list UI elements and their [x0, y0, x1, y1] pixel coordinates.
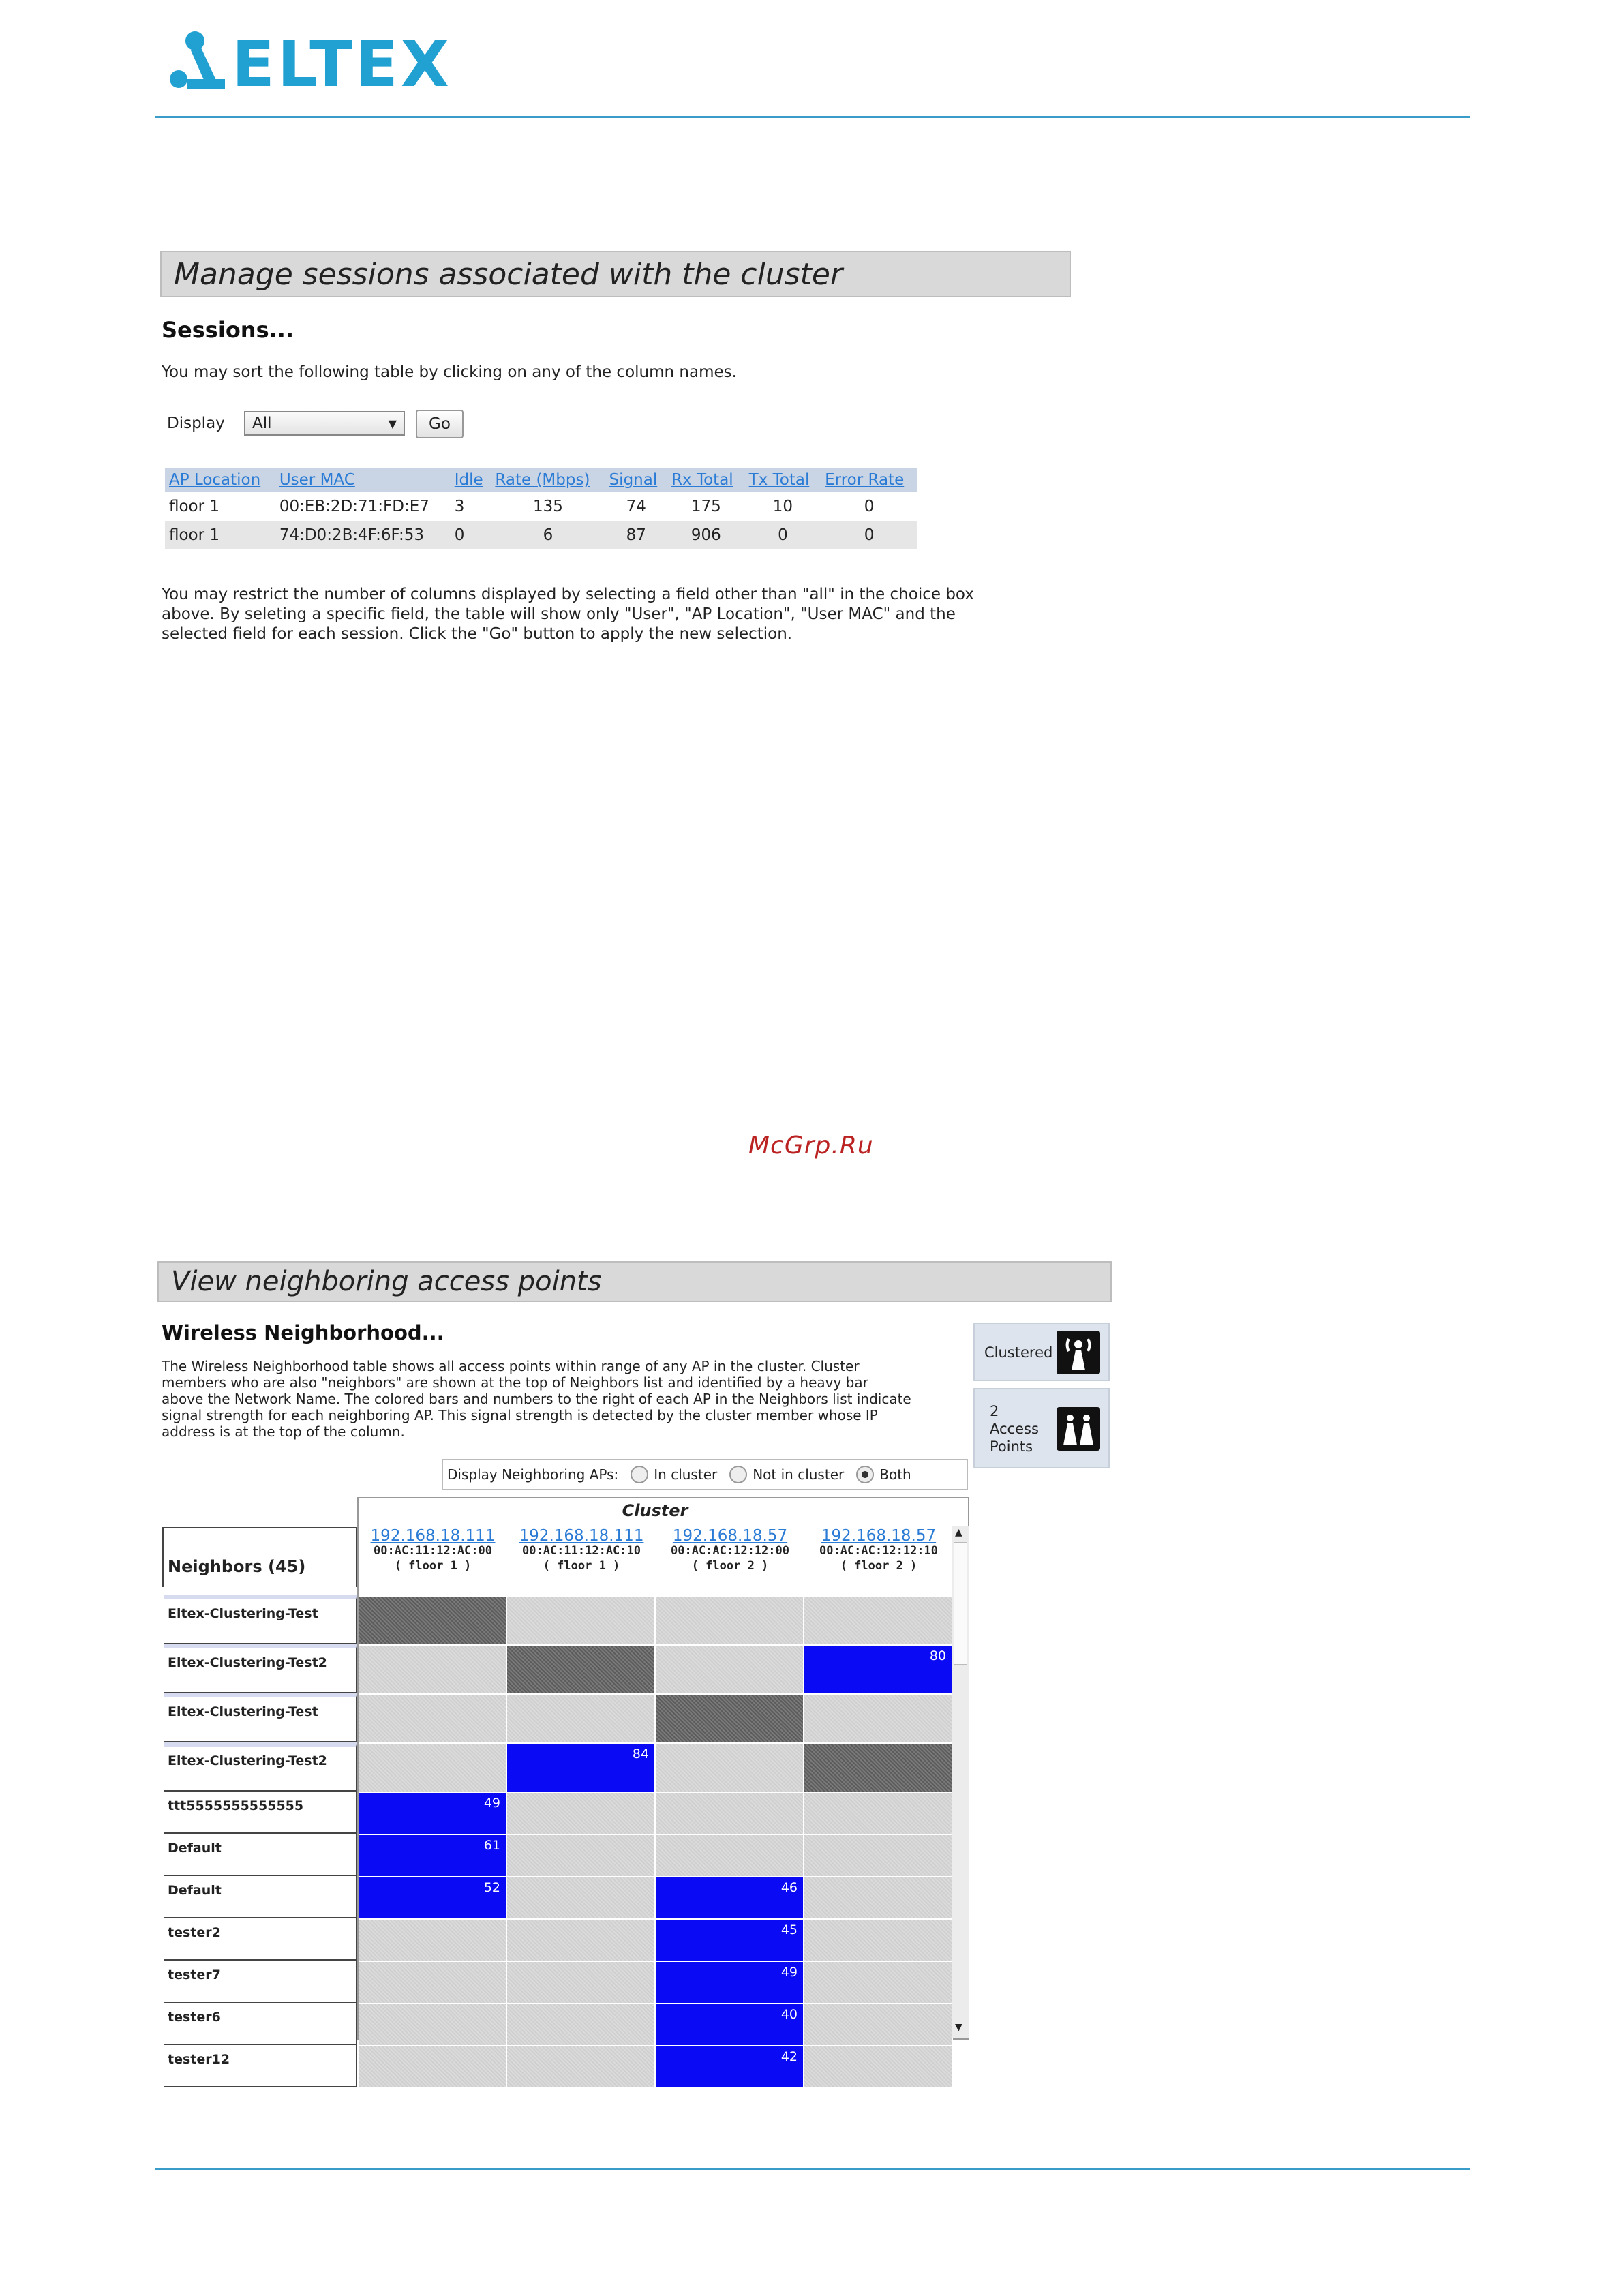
column-header[interactable]: User MAC [275, 468, 451, 492]
neighborhood-description [162, 1358, 911, 1440]
table-cell: 6 [491, 521, 605, 549]
cluster-column-header [656, 1528, 804, 1573]
neighbor-name: Default [164, 1834, 357, 1876]
table-cell: 0 [745, 521, 821, 549]
ap-mac: 00:AC:11:12:AC:00 [374, 1544, 492, 1558]
column-header[interactable]: Tx Total [745, 468, 821, 492]
ap-mac: 00:AC:AC:12:12:00 [671, 1544, 789, 1558]
empty-cell [507, 1835, 656, 1877]
table-cell: 906 [667, 521, 745, 549]
access-points-icon [1057, 1407, 1100, 1451]
footer-line: selected field for each session. Click the "Go" button to apply the new selection. [162, 625, 793, 643]
neighbor-name: Eltex-Clustering-Test [164, 1595, 357, 1644]
table-cell: 00:EB:2D:71:FD:E7 [279, 498, 429, 515]
table-row [165, 521, 917, 549]
empty-cell [656, 1597, 804, 1646]
signal-cell: 49 [359, 1793, 507, 1835]
display-select-value: All [252, 414, 272, 432]
ap-loc: ( floor 1 ) [543, 1559, 620, 1573]
footer-rule [155, 2168, 1470, 2170]
empty-cell [804, 2046, 953, 2089]
grid-scrollbar[interactable] [952, 1526, 969, 2038]
sort-hint: You may sort the following table by clicking on any of the column names. [162, 363, 737, 381]
neighborhood-heading: Wireless Neighborhood... [162, 1321, 444, 1344]
table-cell: 0 [821, 521, 917, 549]
empty-cell [804, 1793, 953, 1835]
cluster-column-header [804, 1528, 953, 1573]
empty-cell [359, 1695, 507, 1744]
not-in-cluster-radio[interactable] [729, 1466, 747, 1483]
empty-cell [804, 2004, 953, 2046]
table-cell: 175 [691, 498, 721, 515]
ap-filter [442, 1459, 968, 1490]
in-cluster-label: In cluster [654, 1466, 718, 1483]
neighbor-name: tester2 [164, 1918, 357, 1961]
self-cell [656, 1695, 804, 1744]
empty-cell [804, 1695, 953, 1744]
in-cluster-radio[interactable] [631, 1466, 648, 1483]
empty-cell [804, 1835, 953, 1877]
ap-loc: ( floor 2 ) [840, 1559, 917, 1573]
eltex-logo [170, 26, 464, 101]
table-cell: floor 1 [165, 521, 275, 549]
table-cell: floor 1 [169, 498, 220, 515]
empty-cell [507, 2046, 656, 2089]
neighbors-label: Neighbors (45) [162, 1527, 357, 1587]
footer-line: above. By seleting a specific field, the table will show only "User", "AP Location", "User MAC" and the [162, 605, 956, 623]
empty-cell [656, 1646, 804, 1695]
neighbor-name: tester6 [164, 2003, 357, 2045]
clustered-label: Clustered [984, 1344, 1053, 1361]
scroll-thumb[interactable] [954, 1542, 967, 1665]
description-line: members who are also "neighbors" are shown at the top of Neighbors list and identified by a heavy bar [162, 1374, 868, 1391]
signal-cell: 40 [656, 2004, 804, 2046]
empty-cell [359, 1744, 507, 1793]
empty-cell [507, 1877, 656, 1920]
sessions-heading: Sessions... [162, 317, 294, 343]
display-label: Display [167, 414, 225, 432]
neighbors-panel-title: View neighboring access points [157, 1261, 1112, 1302]
description-line: above the Network Name. The colored bars and numbers to the right of each AP in the Neighbors list indicate [162, 1391, 911, 1407]
sessions-panel-title: Manage sessions associated with the cluster [160, 251, 1071, 297]
empty-cell [507, 1793, 656, 1835]
self-cell [804, 1744, 953, 1793]
empty-cell [359, 2004, 507, 2046]
description-line: signal strength for each neighboring AP. This signal strength is detected by the cluster member whose IP [162, 1407, 878, 1423]
table-cell: 0 [451, 521, 491, 549]
signal-cell: 52 [359, 1877, 507, 1920]
table-row [165, 492, 917, 521]
ap-ip-link[interactable]: 192.168.18.111 [370, 1527, 496, 1545]
access-points-badge [973, 1388, 1110, 1468]
column-header[interactable]: Idle [451, 468, 491, 492]
sessions-table [165, 468, 917, 549]
table-cell: 87 [605, 521, 667, 549]
neighbor-name: Eltex-Clustering-Test [164, 1693, 357, 1742]
ap-mac: 00:AC:11:12:AC:10 [522, 1544, 641, 1558]
ap-count: 2 [990, 1403, 999, 1419]
chevron-down-icon: ▼ [388, 417, 397, 430]
ap-loc: ( floor 2 ) [691, 1559, 769, 1573]
ap-label: Points [990, 1438, 1033, 1455]
watermark: McGrp.Ru [748, 1132, 874, 1160]
not-in-cluster-label: Not in cluster [753, 1466, 845, 1483]
empty-cell [507, 1597, 656, 1646]
signal-cell: 49 [656, 1962, 804, 2004]
column-header[interactable]: Signal [605, 468, 667, 492]
empty-cell [507, 1962, 656, 2004]
empty-cell [804, 1962, 953, 2004]
signal-cell: 84 [507, 1744, 656, 1793]
header-rule [155, 116, 1470, 118]
table-cell: 74 [626, 498, 646, 515]
empty-cell [359, 1962, 507, 2004]
ap-ip-link[interactable]: 192.168.18.57 [821, 1527, 937, 1545]
both-radio[interactable] [856, 1466, 874, 1483]
ap-loc: ( floor 1 ) [394, 1559, 472, 1573]
column-header[interactable]: AP Location [165, 468, 275, 492]
cluster-label: Cluster [622, 1501, 688, 1520]
self-cell [507, 1646, 656, 1695]
ap-label: Access [990, 1421, 1039, 1437]
clustered-badge [973, 1323, 1110, 1381]
neighbor-name: ttt5555555555555 [164, 1792, 357, 1834]
empty-cell [359, 1646, 507, 1695]
both-label: Both [879, 1466, 911, 1483]
self-cell [359, 1597, 507, 1646]
table-cell: 135 [533, 498, 563, 515]
svg-text:ELTEX: ELTEX [232, 28, 452, 101]
sessions-footer [162, 585, 974, 644]
empty-cell [507, 1695, 656, 1744]
description-line: The Wireless Neighborhood table shows all access points within range of any AP in the cluster. Cluster [162, 1358, 860, 1374]
cluster-column-header [507, 1528, 656, 1573]
empty-cell [656, 1835, 804, 1877]
neighbor-grid [357, 1497, 969, 2064]
scroll-up-icon[interactable]: ▲ [955, 1527, 962, 1538]
neighbor-name: tester7 [164, 1961, 357, 2003]
column-header[interactable]: Rate (Mbps) [491, 468, 605, 492]
signal-cell: 61 [359, 1835, 507, 1877]
scroll-down-icon[interactable]: ▼ [955, 2022, 962, 2033]
signal-cell: 80 [804, 1646, 953, 1695]
signal-cell: 45 [656, 1920, 804, 1962]
table-cell: 3 [454, 498, 465, 515]
empty-cell [359, 2046, 507, 2089]
antenna-icon [1057, 1331, 1100, 1374]
empty-cell [359, 1920, 507, 1962]
empty-cell [507, 2004, 656, 2046]
empty-cell [804, 1597, 953, 1646]
signal-cell: 46 [656, 1877, 804, 1920]
footer-line: You may restrict the number of columns displayed by selecting a field other than "all" in the choice box [162, 586, 974, 603]
filter-label: Display Neighboring APs: [447, 1466, 619, 1483]
neighbor-name: Eltex-Clustering-Test2 [164, 1742, 357, 1792]
neighbor-name: Default [164, 1876, 357, 1918]
empty-cell [507, 1920, 656, 1962]
column-header[interactable]: Rx Total [667, 468, 745, 492]
ap-mac: 00:AC:AC:12:12:10 [819, 1544, 938, 1558]
table-cell: 74:D0:2B:4F:6F:53 [275, 521, 451, 549]
neighbor-name: Eltex-Clustering-Test2 [164, 1644, 357, 1693]
description-line: address is at the top of the column. [162, 1423, 405, 1440]
table-cell: 0 [864, 498, 875, 515]
column-header[interactable]: Error Rate [821, 468, 917, 492]
signal-cell: 42 [656, 2046, 804, 2089]
ap-ip-link[interactable]: 192.168.18.57 [672, 1527, 788, 1545]
cluster-column-header [359, 1528, 507, 1573]
empty-cell [656, 1793, 804, 1835]
table-cell: 10 [772, 498, 793, 515]
empty-cell [656, 1744, 804, 1793]
display-select[interactable] [244, 411, 405, 436]
ap-ip-link[interactable]: 192.168.18.111 [519, 1527, 644, 1545]
go-button[interactable]: Go [416, 410, 464, 438]
empty-cell [804, 1920, 953, 1962]
empty-cell [804, 1877, 953, 1920]
neighbor-name: tester12 [164, 2045, 357, 2087]
